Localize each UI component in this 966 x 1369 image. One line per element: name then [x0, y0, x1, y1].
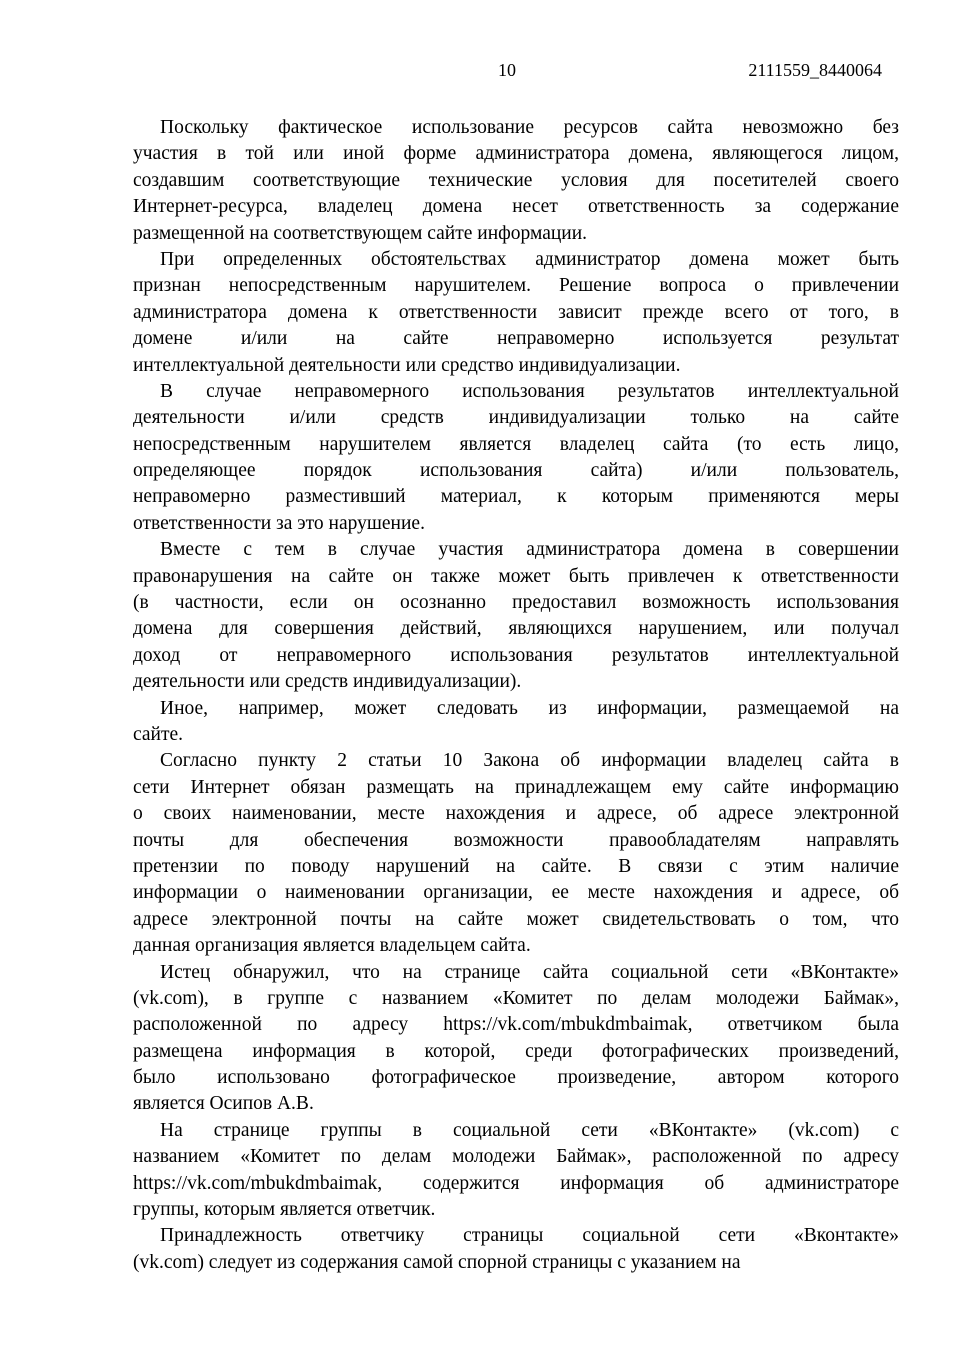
text-line: (vk.com) следует из содержания самой спорной страницы с указанием на [133, 1251, 741, 1273]
text-line: сети Интернет обязан размещать на принадлежащем ему сайте информацию [133, 776, 899, 798]
paragraph [133, 537, 899, 695]
page-number: 10 [498, 60, 516, 80]
text-line: определяющее порядок использования сайта) и/или пользователь, [133, 460, 899, 482]
text-line: сайте. [133, 723, 184, 745]
text-line: претензии по поводу нарушений на сайте. В связи с этим наличие [133, 855, 899, 877]
text-line: Иное, например, может следовать из информации, размещаемой на [160, 697, 899, 719]
text-line: названием «Комитет по делам молодежи Баймак», расположенной по адресу [133, 1146, 899, 1168]
paragraph [133, 247, 899, 379]
text-line: информации о наименовании организации, ее месте нахождения и адресе, об [133, 882, 899, 904]
text-line: интеллектуальной деятельности или средство индивидуализации. [133, 354, 681, 376]
text-line: При определенных обстоятельствах администратор домена может быть [160, 248, 899, 270]
text-line: признан непосредственным нарушителем. Решение вопроса о привлечении [133, 275, 899, 297]
text-line: группы, которым является ответчик. [133, 1199, 436, 1221]
text-line: расположенной по адресу https://vk.com/mbukdmbaimak, ответчиком была [133, 1014, 899, 1036]
paragraph [133, 1118, 899, 1224]
text-line: (в частности, если он осознанно предоставил возможность использования [133, 592, 899, 614]
text-line: неправомерно разместивший материал, к которым применяются меры [133, 486, 899, 508]
text-line: Вместе с тем в случае участия администратора домена в совершении [160, 539, 899, 561]
text-line: домене и/или на сайте неправомерно используется результат [133, 328, 899, 350]
text-line: ответственности за это нарушение. [133, 512, 425, 534]
text-line: доход от неправомерного использования результатов интеллектуальной [133, 644, 899, 666]
text-line: размещена информация в которой, среди фотографических произведений, [133, 1040, 899, 1062]
text-line: Согласно пункту 2 статьи 10 Закона об информации владелец сайта в [160, 750, 899, 772]
text-line: деятельности и/или средств индивидуализации только на сайте [133, 407, 899, 429]
text-line: Интернет-ресурса, владелец домена несет ответственность за содержание [133, 196, 899, 218]
text-line: В случае неправомерного использования результатов интеллектуальной [160, 380, 899, 402]
text-line: правонарушения на сайте он также может быть привлечен к ответственности [133, 565, 899, 587]
text-line: администратора домена к ответственности зависит прежде всего от того, в [133, 301, 899, 323]
paragraph [133, 748, 899, 959]
text-line: Принадлежность ответчику страницы социальной сети «Вконтакте» [160, 1225, 899, 1247]
text-line: почты для обеспечения возможности правообладателям направлять [133, 829, 899, 851]
text-line: является Осипов А.В. [133, 1093, 314, 1115]
text-line: https://vk.com/mbukdmbaimak, содержится информация об администраторе [133, 1172, 899, 1194]
text-line: (vk.com), в группе с названием «Комитет по делам молодежи Баймак», [133, 987, 899, 1009]
text-line: Поскольку фактическое использование ресурсов сайта невозможно без [160, 117, 899, 138]
paragraph [133, 379, 899, 537]
page-header [133, 0, 899, 82]
text-line: участия в той или иной форме администратора домена, являющегося лицом, [133, 143, 899, 165]
paragraph [133, 1223, 899, 1276]
paragraph [133, 960, 899, 1118]
text-line: Истец обнаружил, что на странице сайта социальной сети «ВКонтакте» [160, 961, 899, 983]
text-line: было использовано фотографическое произведение, автором которого [133, 1067, 899, 1089]
text-line: размещенной на соответствующем сайте информации. [133, 222, 588, 244]
paragraph [133, 115, 899, 247]
text-line: данная организация является владельцем сайта. [133, 935, 531, 957]
text-line: деятельности или средств индивидуализации). [133, 671, 522, 693]
text-line: непосредственным нарушителем является владелец сайта (то есть лицо, [133, 433, 899, 455]
text-line: На странице группы в социальной сети «ВКонтакте» (vk.com) с [160, 1119, 899, 1141]
case-number: 2111559_8440064 [748, 60, 882, 80]
document-body [133, 115, 899, 1276]
paragraph [133, 696, 899, 749]
text-line: создавшим соответствующие технические условия для посетителей своего [133, 169, 899, 191]
text-line: домена для совершения действий, являющихся нарушением, или получал [133, 618, 899, 640]
text-line: адресе электронной почты на сайте может свидетельствовать о том, что [133, 908, 899, 930]
text-line: о своих наименовании, месте нахождения и адресе, об адресе электронной [133, 803, 899, 825]
